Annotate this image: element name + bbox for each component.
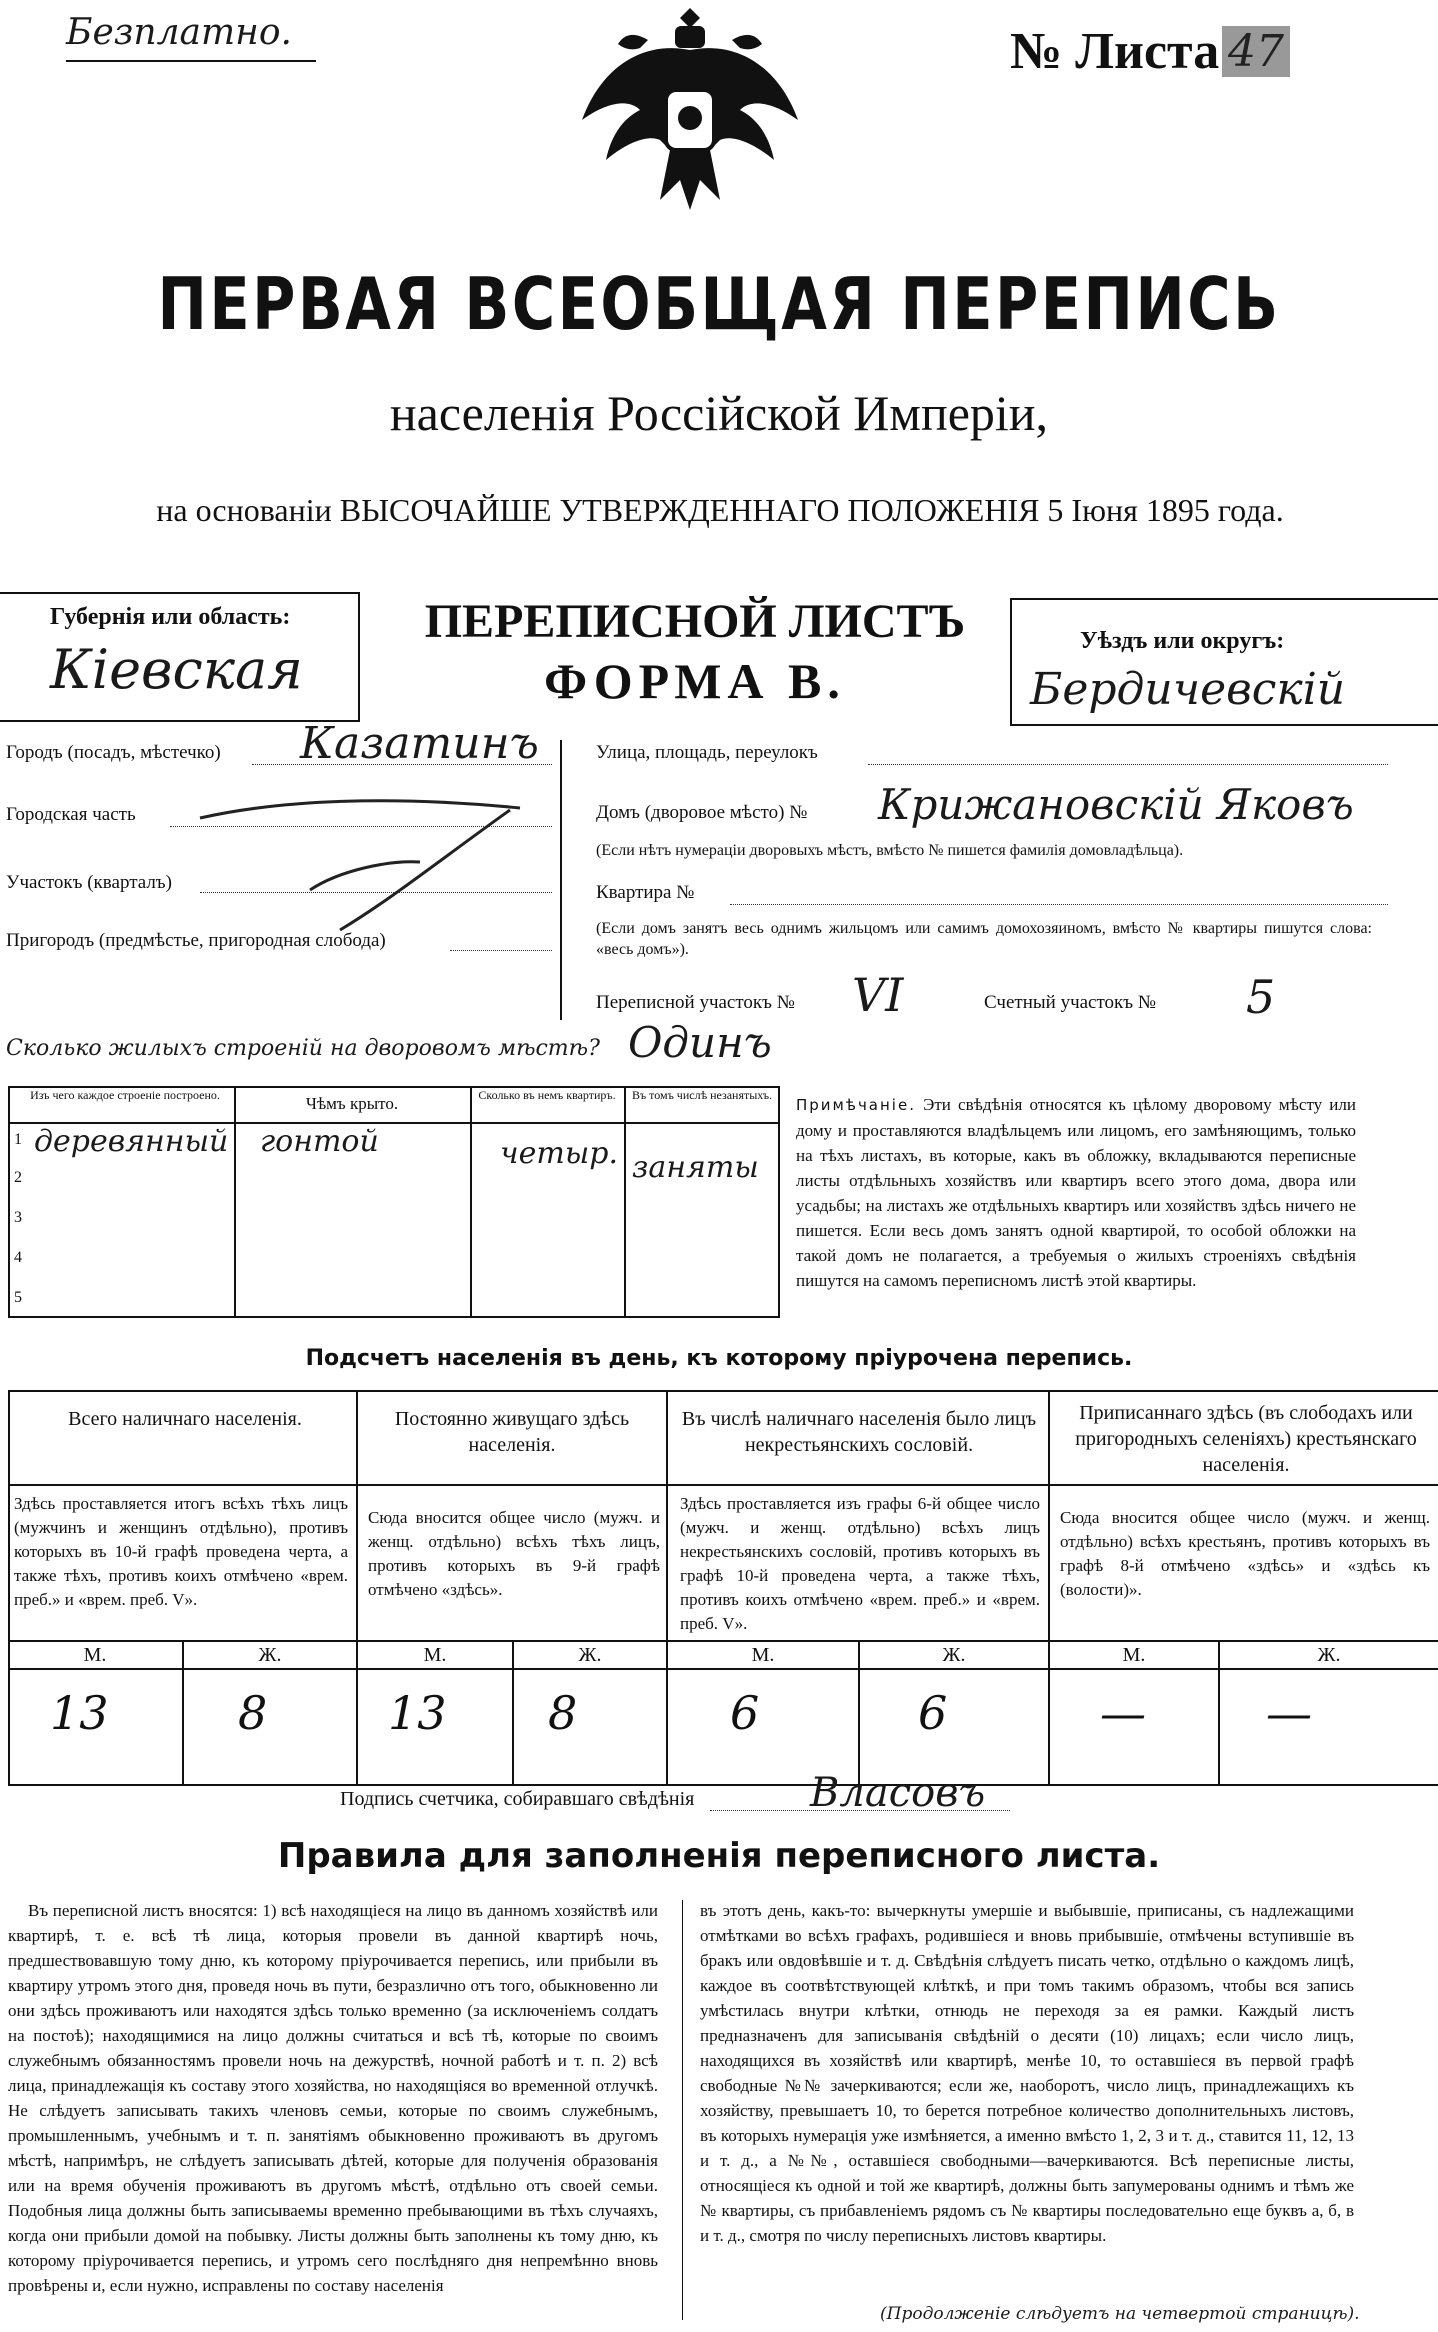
perepis-uchastok-label: Переписной участокъ № [596,992,795,1013]
buildings-col-vacant: Въ томъ числѣ незанятыхъ. [631,1088,773,1102]
building-material-value[interactable]: деревянный [34,1124,229,1159]
row-number: 3 [14,1209,22,1226]
schet-uchastok-label: Счетный участокъ № [984,992,1156,1013]
rules-divider [682,1900,683,2320]
zh-label: Ж. [578,1644,602,1666]
guberniya-value[interactable]: Кіевская [50,638,303,701]
note-text: Эти свѣдѣнія относятся къ цѣлому дворовому мѣсту или дому и проставляются владѣльцемъ или лицомъ, его замѣняющимъ, только на тѣхъ листахъ, въ которые, какъ въ обложку, вкладываются переписные листы отдѣльныхъ хозяйствъ или квартиръ всего этого дома, двора или усадьбы; на листахъ же отдѣльныхъ квартиръ или хозяйствъ здѣсь ничего не пишется. Если весь домъ занятъ одной квартирой, то особой обложки на такой домъ не полагается, а требуемыя о жилыхъ строеніяхъ свѣдѣнія пишутся на самомъ переписномъ листѣ этой квартиры. [796,1095,1356,1290]
gorodskaya-chast-label: Городская часть [6,804,136,825]
uchastok-label: Участокъ (кварталъ) [6,872,172,893]
uezd-label: Уѣздъ или округъ: [1080,628,1285,654]
m-label: М. [751,1644,775,1666]
sheet-number-value: 47 [1222,26,1290,77]
signature-label: Подпись счетчика, собиравшаго свѣдѣнія [340,1788,695,1810]
gorod-label: Городъ (посадъ, мѣстечко) [6,742,221,763]
buildings-col-material: Изъ чего каждое строеніе построено. [30,1088,220,1102]
schet-uchastok-value[interactable]: 5 [1246,970,1276,1024]
count-title: Подсчетъ населенія въ день, къ которому пріурочена перепись. [305,1346,1133,1371]
building-vacant-value[interactable]: заняты [632,1150,759,1185]
peasant-male-value[interactable]: — [1100,1686,1146,1740]
total-male-value[interactable]: 13 [50,1686,109,1740]
peasant-female-value[interactable]: — [1266,1686,1312,1740]
guberniya-label: Губернія или область: [50,604,291,630]
building-apartments-value[interactable]: четыр. [500,1136,619,1171]
dom-note: (Если нѣтъ нумераціи дворовыхъ мѣстъ, вмѣсто № пишется фамилія домовладѣльца). [596,842,1184,859]
row-number: 5 [14,1289,22,1306]
rules-right-column: въ этотъ день, какъ-то: вычеркнуты умершіе и выбывшіе, приписаны, съ надлежащими отмѣтками во всѣхъ графахъ, родившіеся и вновь прибывшіе, отмѣчены вступившіе въ бракъ или овдовѣвшіе и т. д. Свѣдѣнія слѣдуетъ писать четко, отдѣльно о каждомъ лицѣ, каждое въ соотвѣтствующей клѣткѣ, и при томъ такимъ образомъ, чтобы вся запись умѣстилась внутри клѣтки, отнюдь не переходя за ея рамки. Каждый листъ предназначенъ для записыванія свѣдѣній о десяти (10) лицахъ; если число лицъ, находящихся въ хозяйствѣ или квартирѣ, менѣе 10, то оставшіеся въ первой графѣ свободные №№ зачеркиваются; если же, наоборотъ, число лицъ, принадлежащихъ къ хозяйству, превышаетъ 10, то берется потребное количество дополнительныхъ листовъ, въ которыхъ нумерація уже измѣняется, а именно вмѣсто 1, 2, 3 и т. д., ставится 11, 12, 13 и т. д., а №№, оставшіеся свободными—вачеркиваются. Всѣ переписные листы, относящіеся къ одной и той же квартирѣ, должны быть запумерованы однимъ и тѣмъ же № квартиры, съ прибавленіемъ рядомъ съ № квартиры последовательно еще буквъ а, б, в и т. д., смотря по числу переписныхъ листовъ квартиры. [700,1901,1354,2245]
buildings-col-roof: Чѣмъ крыто. [305,1094,399,1113]
sheet-number-label: № Листа [1010,23,1220,80]
rules-title: Правила для заполненія переписного листа. [277,1836,1161,1876]
count-col-text-permanent: Сюда вносится общее число (мужч. и женщ. отдѣльно) всѣхъ тѣхъ лицъ, противъ которыхъ въ 9-й графѣ отмѣчено «здѣсь». [368,1508,660,1599]
note-label: Примѣчаніе. [796,1096,916,1114]
buildings-col-apartments: Сколько въ немъ квартиръ. [478,1088,616,1102]
note-block [796,1092,1356,1293]
m-label: М. [1122,1644,1146,1666]
row-number: 4 [14,1249,22,1266]
free-label: Безплатно. [66,12,292,53]
form-name: ФОРМА В. [544,653,846,709]
struck-out-mark [190,790,530,940]
perepis-uchastok-value[interactable]: VI [852,968,904,1022]
count-col-head-peasant: Приписаннаго здѣсь (въ слободахъ или пригородныхъ селеніяхъ) крестьянскаго населенія. [1075,1402,1417,1476]
row-number: 2 [14,1169,22,1186]
uezd-value[interactable]: Бердичевскій [1030,664,1346,715]
kvartira-label: Квартира № [596,882,695,903]
zh-label: Ж. [942,1644,966,1666]
legal-basis: на основаніи ВЫСОЧАЙШЕ УТВЕРЖДЕННАГО ПОЛОЖЕНІЯ 5 Іюня 1895 года. [156,492,1284,528]
signature-value[interactable]: Власовъ [810,1770,986,1816]
rules-left-column: Въ переписной листъ вносятся: 1) всѣ находящіеся на лицо въ данномъ хозяйствѣ или квартирѣ, т. е. всѣ тѣ лица, которыя провели въ данной квартирѣ ночь, предшествовавшую тому дню, къ которому пріурочивается перепись, или прибыли въ квартиру утромъ этого дня, проведя ночь въ пути, безразлично отъ того, обыкновенно ли они здѣсь проживаютъ или находятся здѣсь только временно (за исключеніемъ солдатъ на постоѣ); находящимися на лицо должны считаться и всѣ тѣ, которые по своимъ служебнымъ обязанностямъ провели ночь на дежурствѣ, ночной работѣ и т. п. 2) всѣ лица, принадлежащія къ составу этого хозяйства, но находящіяся во временной отлучкѣ. Не слѣдуетъ записывать такихъ членовъ семьи, которые по своимъ служебнымъ, промышленнымъ, учебнымъ и т. п. занятіямъ обыкновенно проживаютъ въ другомъ мѣстѣ, напримѣръ, не слѣдуетъ записывать дѣтей, которые для полученія образованія или на время обученія проживаютъ въ другомъ мѣстѣ, отдѣльно отъ своей семьи. Подобныя лица должны быть записываемы временно пребывающими въ тѣхъ случаяхъ, когда они прибыли домой на побывку. Листы должны быть заполнены къ тому дню, къ которому пріурочивается перепись, и утромъ сего послѣдняго дня непремѣнно вновь провѣрены и, если нужно, исправлены по составу населенія [8,1901,658,2295]
free-underline [66,60,316,62]
nonpeasant-female-value[interactable]: 6 [918,1686,948,1740]
zh-label: Ж. [258,1644,282,1666]
address-divider [560,740,562,1020]
count-col-text-nonpeasant: Здѣсь проставляется изъ графы 6-й общее число (мужч. и женщ. отдѣльно) всѣхъ лицъ некрестьянскихъ сословій, противъ которыхъ въ графѣ 10-й проведена черта, а также тѣхъ, противъ коихъ отмѣчено «врем. преб.» и «врем. преб. V». [680,1494,1040,1633]
count-col-head-permanent: Постоянно живущаго здѣсь населенія. [394,1408,630,1456]
form-title: ПЕРЕПИСНОЙ ЛИСТЪ [424,595,966,648]
buildings-answer[interactable]: Одинъ [628,1018,772,1067]
total-female-value[interactable]: 8 [238,1686,268,1740]
kvartira-note: (Если домъ занятъ весь однимъ жильцомъ или самимъ домохозяиномъ, вмѣсто № квартиры пишутся слова: «весь домъ»). [596,920,1372,958]
page-subtitle: населенія Россійской Имперіи, [389,385,1049,441]
m-label: М. [423,1644,447,1666]
buildings-question: Сколько жилыхъ строеній на дворовомъ мѣстѣ? [6,1036,600,1061]
m-label: М. [83,1644,107,1666]
gorod-value[interactable]: Казатинъ [300,718,539,769]
nonpeasant-male-value[interactable]: 6 [730,1686,760,1740]
coat-of-arms-emblem [570,0,810,220]
permanent-female-value[interactable]: 8 [548,1686,578,1740]
count-col-head-total: Всего наличнаго населенія. [68,1408,302,1430]
row-number: 1 [14,1131,22,1148]
zh-label: Ж. [1317,1644,1341,1666]
rules-continued: (Продолженіе слѣдуетъ на четвертой страницѣ). [880,2304,1360,2324]
permanent-male-value[interactable]: 13 [388,1686,447,1740]
count-col-head-nonpeasant: Въ числѣ наличнаго населенія было лицъ некрестьянскихъ сословій. [681,1408,1037,1456]
count-col-text-peasant: Сюда вносится общее число (мужч. и женщ. отдѣльно) всѣхъ крестьянъ, противъ которыхъ въ графѣ 8-й отмѣчено «здѣсь» и «здѣсь къ (волости)». [1060,1508,1430,1599]
page-title: ПЕРВАЯ ВСЕОБЩАЯ ПЕРЕПИСЬ [157,262,1281,346]
count-col-text-total: Здѣсь проставляется итогъ всѣхъ тѣхъ лицъ (мужчинъ и женщинъ отдѣльно), противъ которыхъ въ 10-й графѣ проведена черта, а также тѣхъ, противъ коихъ отмѣчено «врем. преб.» и «врем. преб. V». [14,1494,348,1609]
dom-label: Домъ (дворовое мѣсто) № [596,802,808,823]
buildings-table [8,1086,780,1318]
building-roof-value[interactable]: гонтой [260,1124,379,1159]
ulitsa-label: Улица, площадь, переулокъ [596,742,818,763]
dom-value[interactable]: Крижановскій Яковъ [878,780,1354,829]
prigorod-label: Пригородъ (предмѣстье, пригородная слобода) [6,930,386,951]
